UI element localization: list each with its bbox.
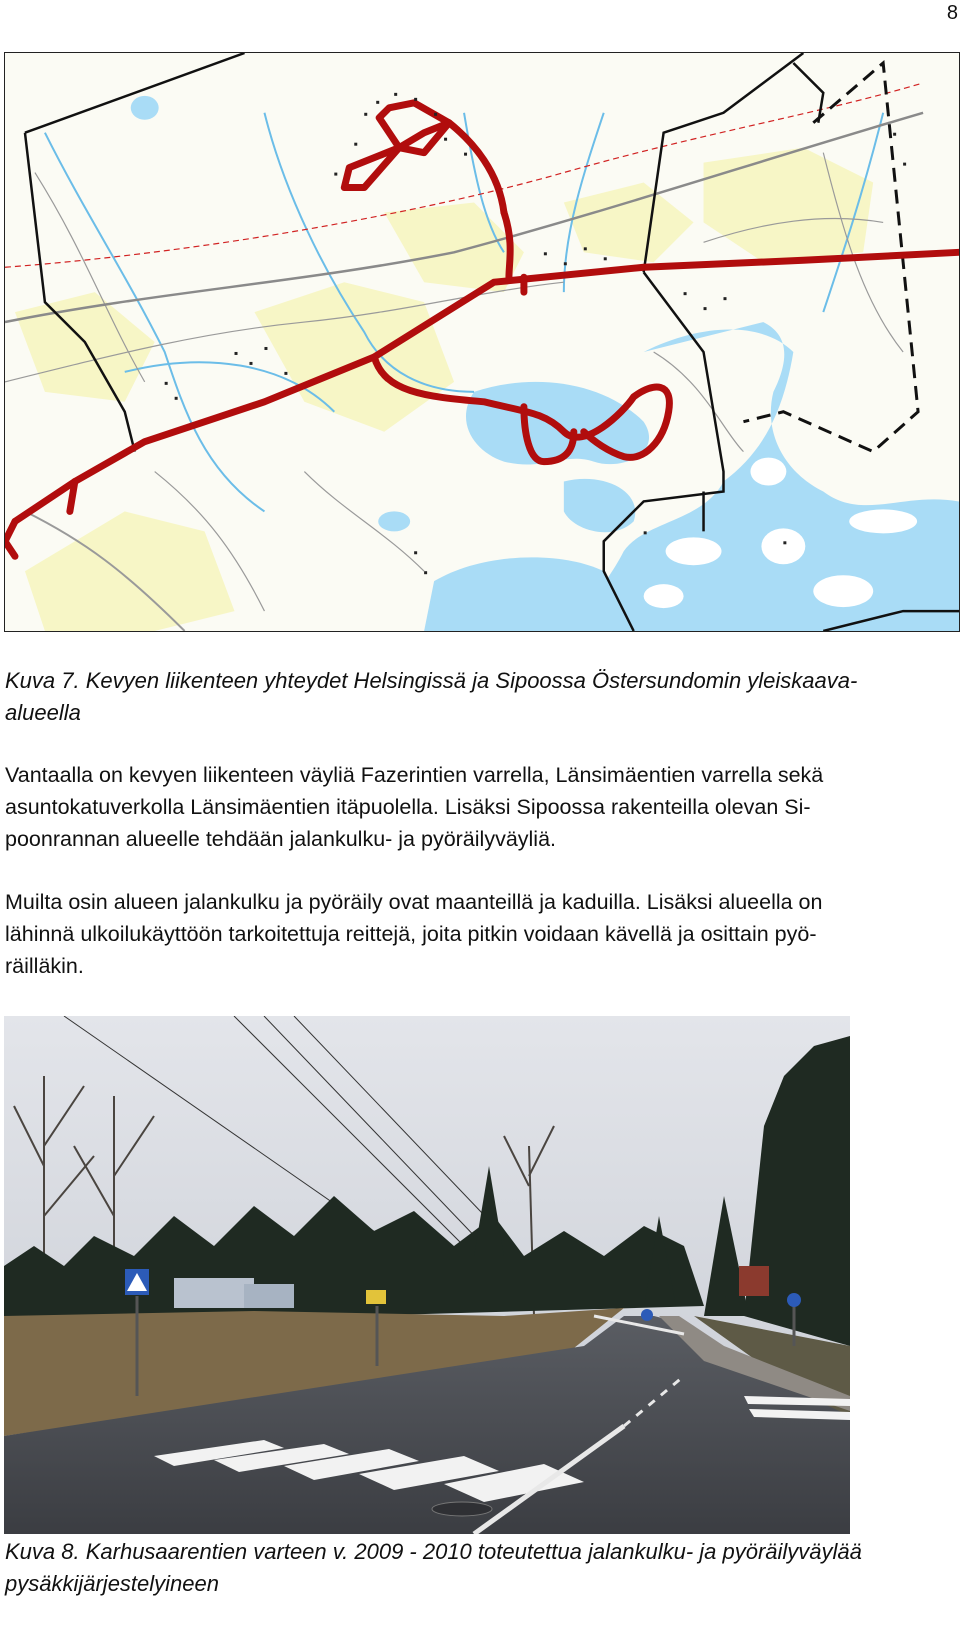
street-photo-graphic — [4, 1016, 850, 1534]
figure-7-caption-line-2: alueella — [5, 700, 81, 725]
figure-8-caption-line-2: pysäkkijärjestelyineen — [5, 1571, 219, 1596]
paragraph-2-line-2: lähinnä ulkoilukäyttöön tarkoitettuja reittejä, joita pitkin voidaan kävellä ja osittain pyö- — [5, 922, 817, 946]
paragraph-2-line-1: Muilta osin alueen jalankulku ja pyöräily ovat maanteillä ja kaduilla. Lisäksi alueella on — [5, 890, 823, 914]
figure-7-caption-line-1: Kuva 7. Kevyen liikenteen yhteydet Helsingissä ja Sipoossa Östersundomin yleiskaava- — [5, 668, 858, 693]
bus-stop-sign — [366, 1290, 386, 1304]
paragraph-1-line-2: asuntokatuverkolla Länsimäentien itäpuolella. Lisäksi Sipoossa rakenteilla olevan Si- — [5, 795, 811, 819]
figure-7-caption — [5, 665, 955, 729]
page-number: 8 — [946, 2, 958, 24]
figure-8-caption-line-1: Kuva 8. Karhusaarentien varteen v. 2009 - 2010 toteutettua jalankulku- ja pyöräilyväylää — [5, 1539, 862, 1564]
street-photo — [4, 1016, 850, 1534]
paragraph-1 — [5, 759, 955, 855]
paragraph-1-line-1: Vantaalla on kevyen liikenteen väyliä Fazerintien varrella, Länsimäentien varrella sekä — [5, 763, 824, 787]
paragraph-2-line-3: räilläkin. — [5, 954, 84, 978]
pedestrian-crossing-sign-icon — [125, 1269, 149, 1295]
route-map — [4, 52, 960, 632]
figure-8-caption — [5, 1536, 955, 1600]
route-map-graphic — [5, 53, 959, 631]
manhole-cover — [432, 1502, 492, 1516]
paragraph-2 — [5, 886, 955, 982]
paragraph-1-line-3: poonrannan alueelle tehdään jalankulku- ja pyöräilyväyliä. — [5, 827, 557, 851]
